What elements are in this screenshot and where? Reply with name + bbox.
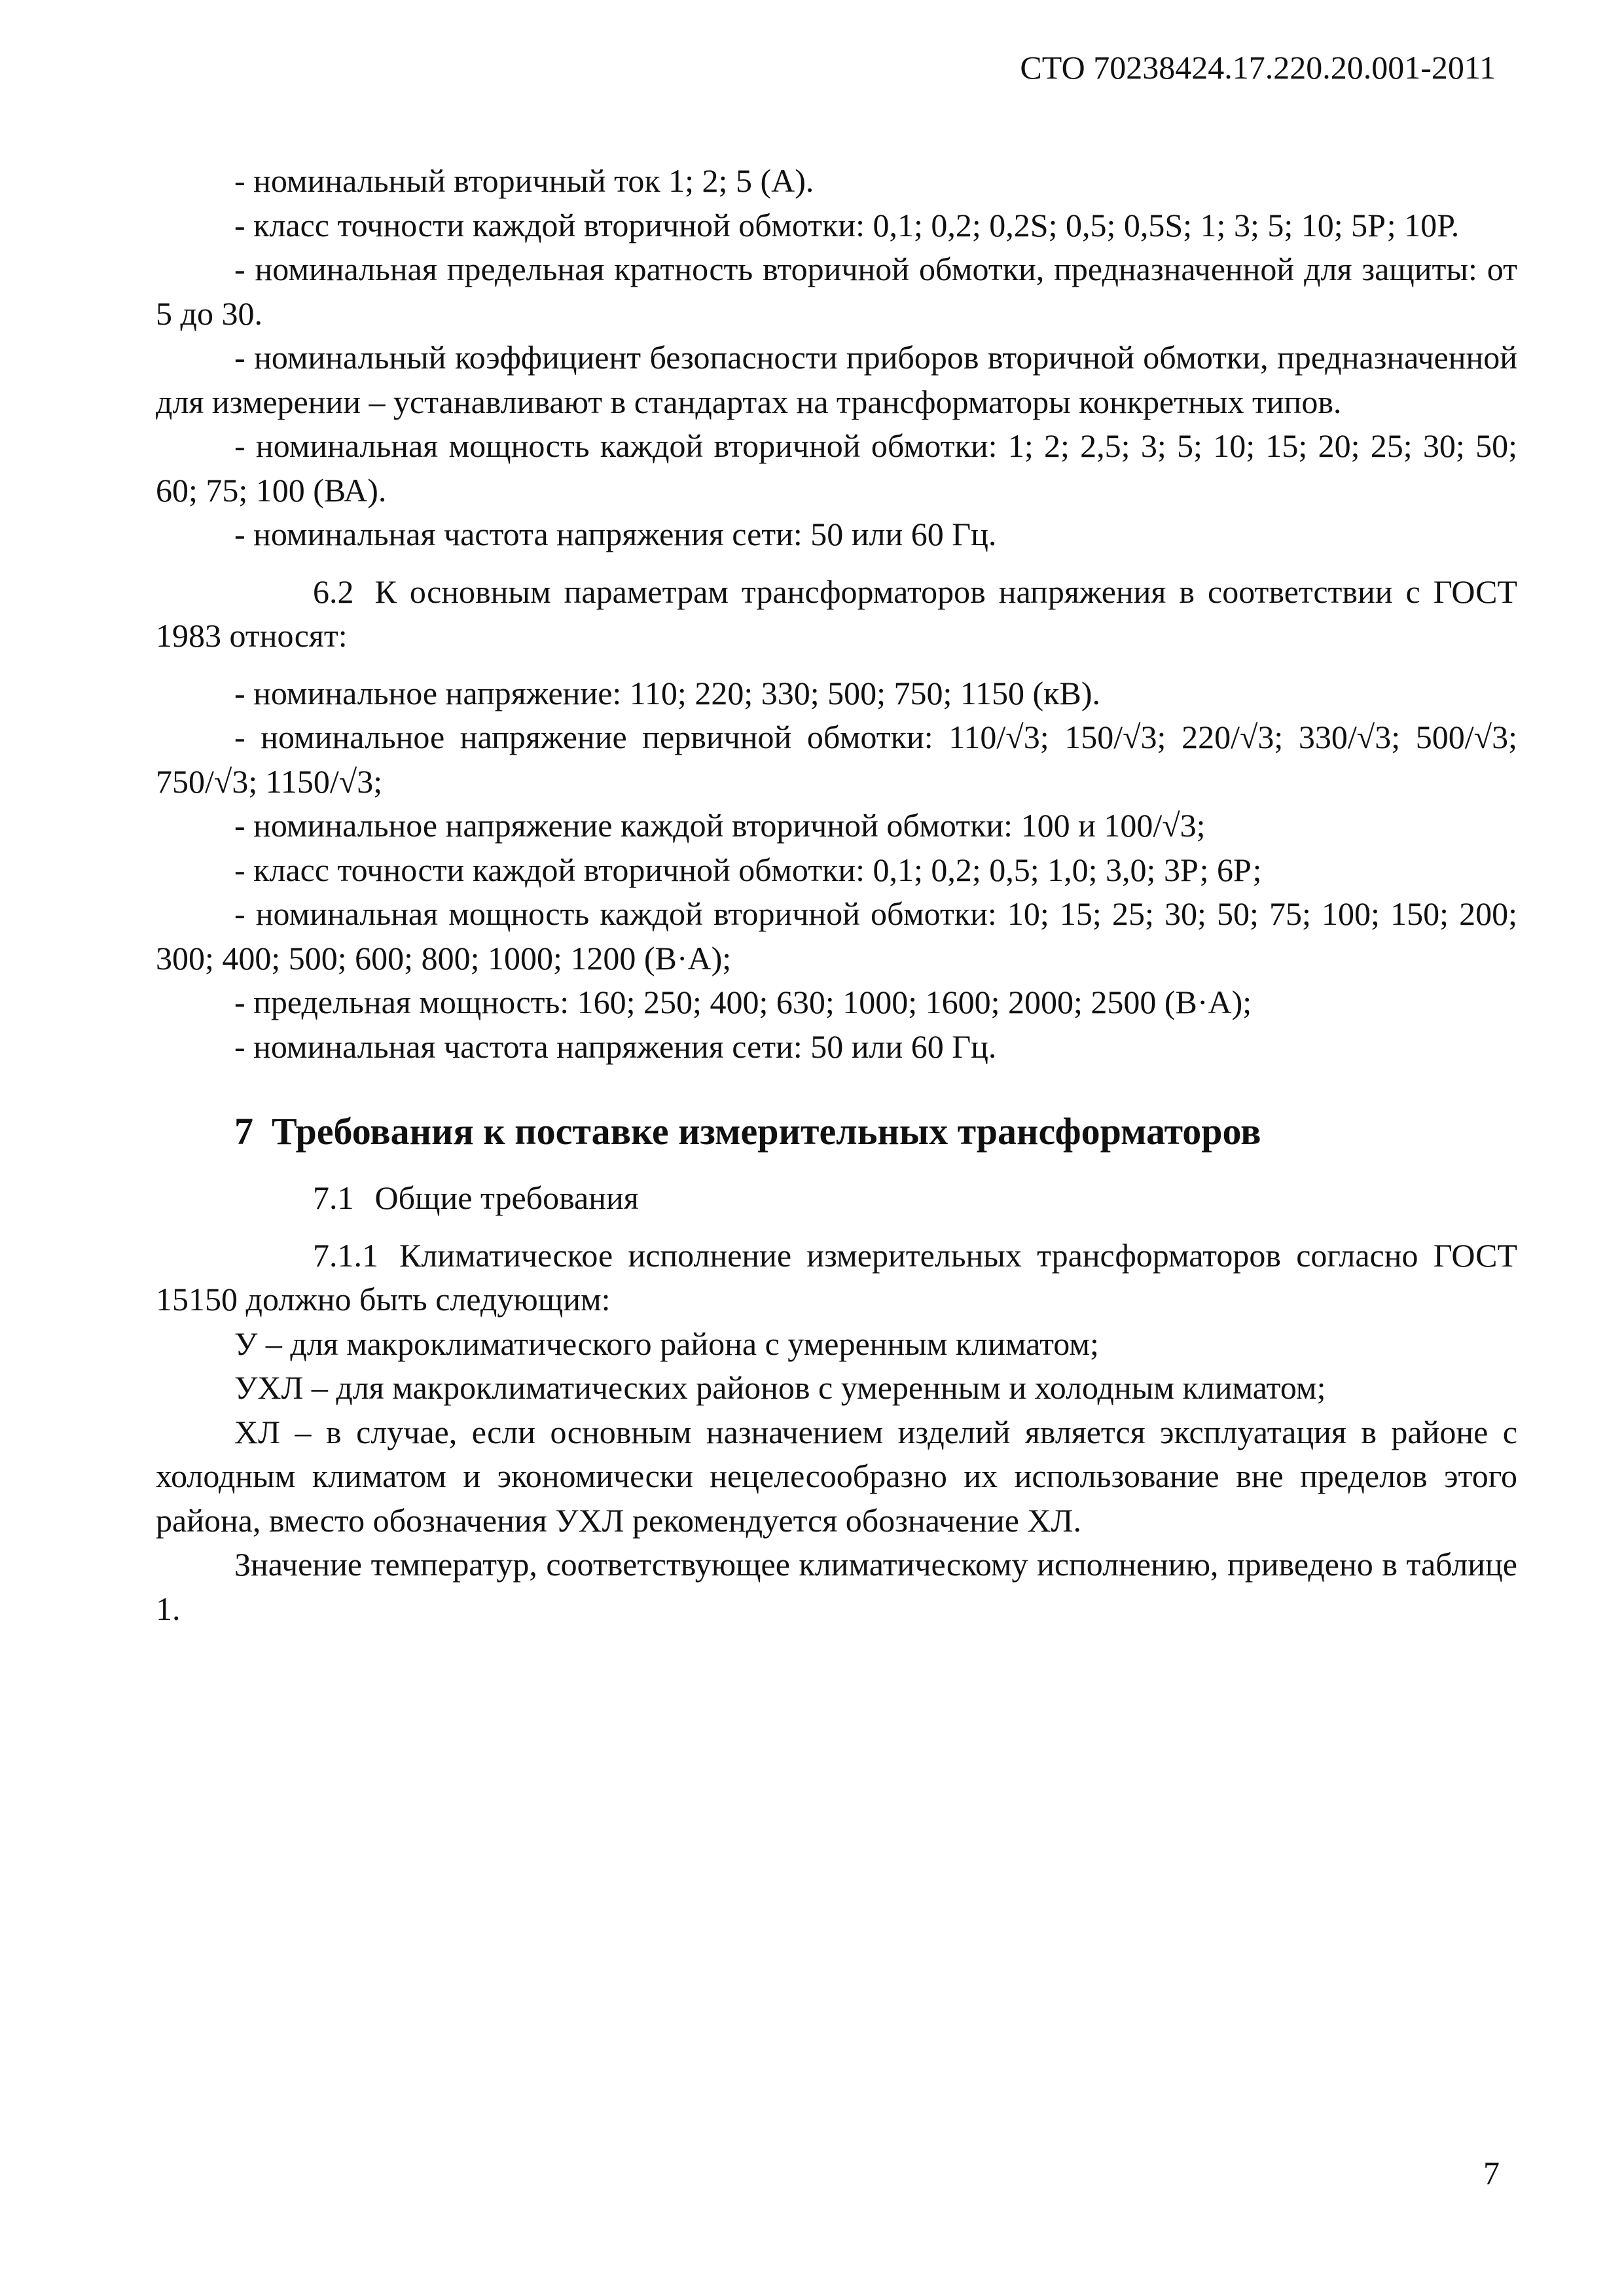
climate-item-hl: ХЛ – в случае, если основным назначением изделий является эксплуатация в районе с холодным климатом и экономически нецелесообразно их использование вне пределов этого района, вместо обозначения УХЛ рекомендуется обозначение ХЛ. — [156, 1413, 1517, 1539]
list-item-secondary-voltage: - номинальное напряжение каждой вторичной обмотки: 100 и 100/√3; — [234, 807, 1206, 844]
closing-paragraph: Значение температур, соответствующее климатическому исполнению, приведено в таблице 1. — [156, 1546, 1517, 1627]
list-item-accuracy-class: - класс точности каждой вторичной обмотки: 0,1; 0,2; 0,2S; 0,5; 0,5S; 1; 3; 5; 10; 5Р; 10Р. — [234, 206, 1460, 243]
climate-item-uhl: УХЛ – для макроклиматических районов с умеренным и холодным климатом; — [234, 1369, 1326, 1406]
list-item-security-factor: - номинальный коэффициент безопасности приборов вторичной обмотки, предназначенной для измерении – устанавливают в стандартах на трансформаторы конкретных типов. — [156, 339, 1517, 420]
section-7-heading — [156, 1100, 1517, 1163]
section-text: К основным параметрам трансформаторов напряжения в соответствии с ГОСТ 1983 относят: — [156, 573, 1517, 654]
list-item-limit-factor: - номинальная предельная кратность вторичной обмотки, предназначенной для защиты: от 5 до 30. — [156, 251, 1517, 332]
section-6-2-paragraph — [156, 570, 1517, 658]
page-number: 7 — [1483, 2155, 1500, 2191]
list-item-rated-power-vt: - номинальная мощность каждой вторичной обмотки: 10; 15; 25; 30; 50; 75; 100; 150; 200; 300; 400; 500; 600; 800; 1000; 1200 (В·А); — [156, 895, 1517, 977]
section-title: Требования к поставке измерительных трансформаторов — [272, 1110, 1261, 1153]
section-title: Общие требования — [374, 1179, 639, 1216]
list-item-secondary-current: - номинальный вторичный ток 1; 2; 5 (А). — [234, 162, 814, 199]
list-item-frequency: - номинальная частота напряжения сети: 50 или 60 Гц. — [234, 516, 997, 552]
list-item-accuracy-class-vt: - класс точности каждой вторичной обмотки: 0,1; 0,2; 0,5; 1,0; 3,0; 3Р; 6Р; — [234, 851, 1262, 888]
document-code-header: СТО 70238424.17.220.20.001-2011 — [1020, 49, 1496, 86]
section-number: 7.1.1 — [313, 1236, 378, 1274]
list-item-rated-voltage: - номинальное напряжение: 110; 220; 330; 500; 750; 1150 (кВ). — [234, 674, 1100, 711]
list-item-rated-power: - номинальная мощность каждой вторичной обмотки: 1; 2; 2,5; 3; 5; 10; 15; 20; 25; 30; 50; 60; 75; 100 (ВА). — [156, 427, 1517, 509]
section-7-1-heading — [156, 1176, 1517, 1221]
section-number: 7 — [234, 1110, 253, 1153]
climate-item-u: У – для макроклиматического района с умеренным климатом; — [234, 1325, 1099, 1362]
list-item-frequency-vt: - номинальная частота напряжения сети: 50 или 60 Гц. — [234, 1028, 997, 1065]
list-item-limit-power: - предельная мощность: 160; 250; 400; 630; 1000; 1600; 2000; 2500 (В·А); — [234, 984, 1252, 1020]
section-text: Климатическое исполнение измерительных трансформаторов согласно ГОСТ 15150 должно быть следующим: — [156, 1236, 1517, 1318]
section-number: 7.1 — [313, 1179, 354, 1216]
section-7-1-1-paragraph — [156, 1234, 1517, 1322]
section-number: 6.2 — [313, 573, 354, 610]
page-body — [156, 159, 1517, 1631]
list-item-primary-voltage: - номинальное напряжение первичной обмотки: 110/√3; 150/√3; 220/√3; 330/√3; 500/√3; 750/√3; 1150/√3; — [156, 719, 1517, 800]
